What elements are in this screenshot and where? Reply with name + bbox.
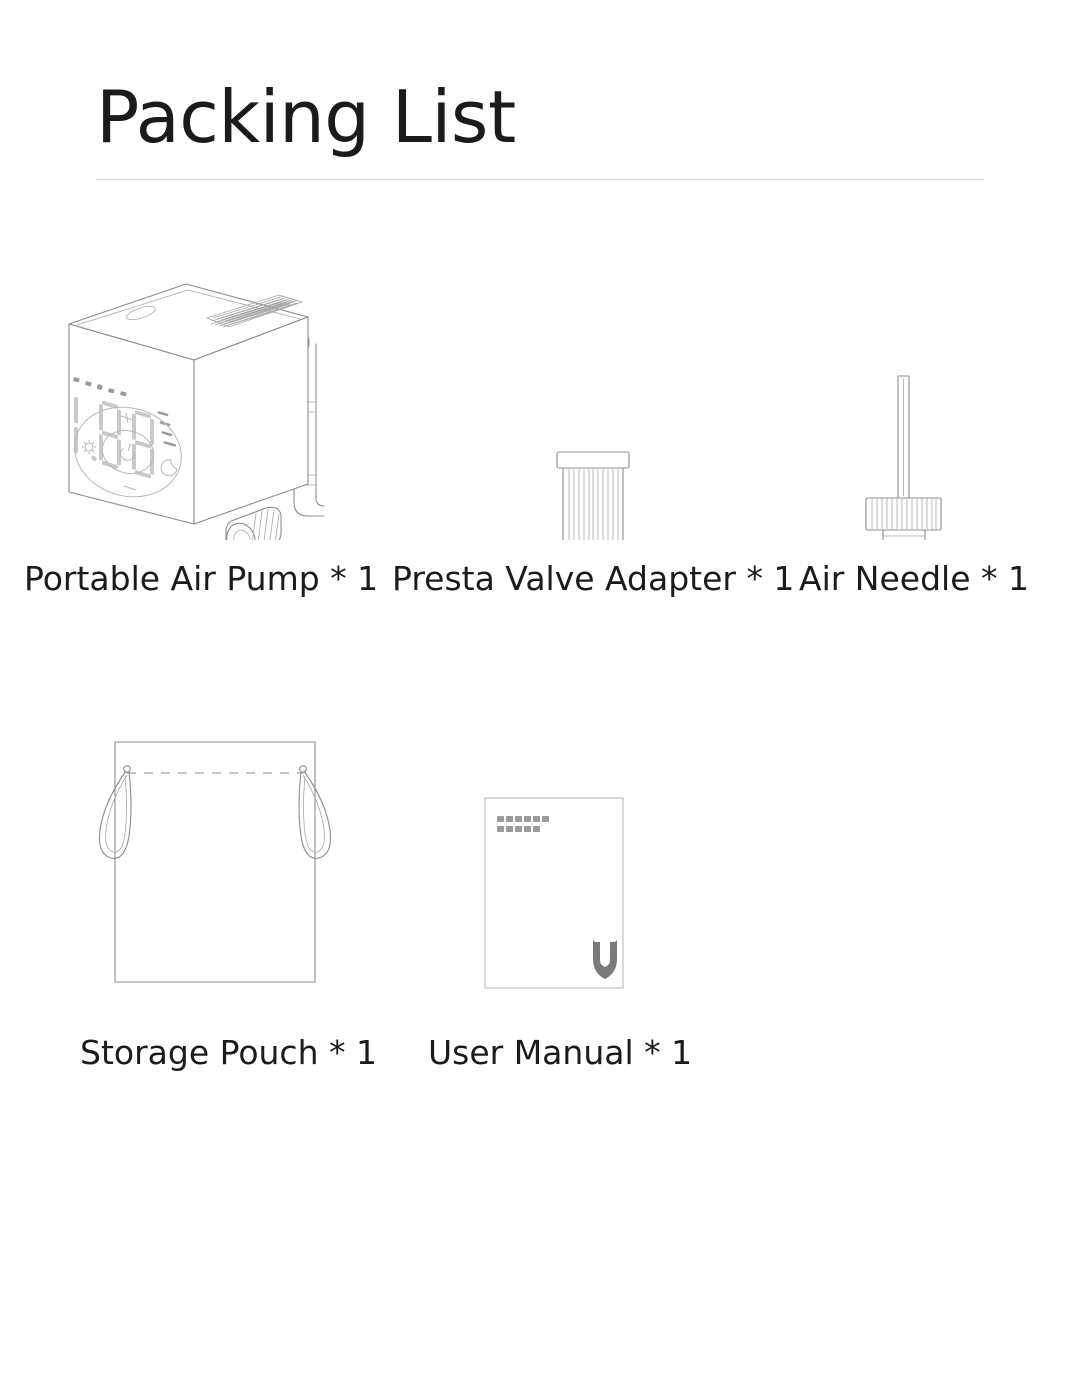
title-divider bbox=[96, 179, 984, 180]
storage-pouch-illustration-wrap bbox=[80, 730, 377, 1010]
air-pump-icon bbox=[36, 270, 366, 540]
page-title: Packing List bbox=[96, 75, 516, 159]
user-manual-illustration-wrap bbox=[428, 730, 692, 1010]
air-pump-illustration-wrap bbox=[24, 270, 378, 540]
air-needle-illustration-wrap bbox=[790, 270, 1038, 540]
item-label-air-needle: Air Needle * 1 bbox=[799, 559, 1029, 598]
page-header bbox=[96, 75, 984, 159]
presta-valve-adapter-icon bbox=[407, 270, 779, 540]
pump-nozzle-chuck bbox=[223, 507, 282, 540]
air-needle-icon bbox=[790, 270, 1038, 540]
item-label-user-manual: User Manual * 1 bbox=[428, 1033, 693, 1072]
packing-item-storage-pouch bbox=[80, 730, 377, 1072]
presta-valve-illustration-wrap bbox=[392, 270, 794, 540]
packing-item-air-needle bbox=[790, 270, 1038, 598]
item-label-storage-pouch: Storage Pouch * 1 bbox=[80, 1033, 377, 1072]
item-label-presta-valve-adapter: Presta Valve Adapter * 1 bbox=[392, 559, 795, 598]
packing-item-presta-valve-adapter bbox=[392, 270, 795, 598]
item-label-portable-air-pump: Portable Air Pump * 1 bbox=[24, 559, 379, 598]
packing-item-portable-air-pump bbox=[24, 270, 379, 598]
packing-item-user-manual bbox=[428, 730, 693, 1072]
user-manual-icon bbox=[435, 730, 685, 1010]
storage-pouch-icon bbox=[80, 730, 376, 1010]
